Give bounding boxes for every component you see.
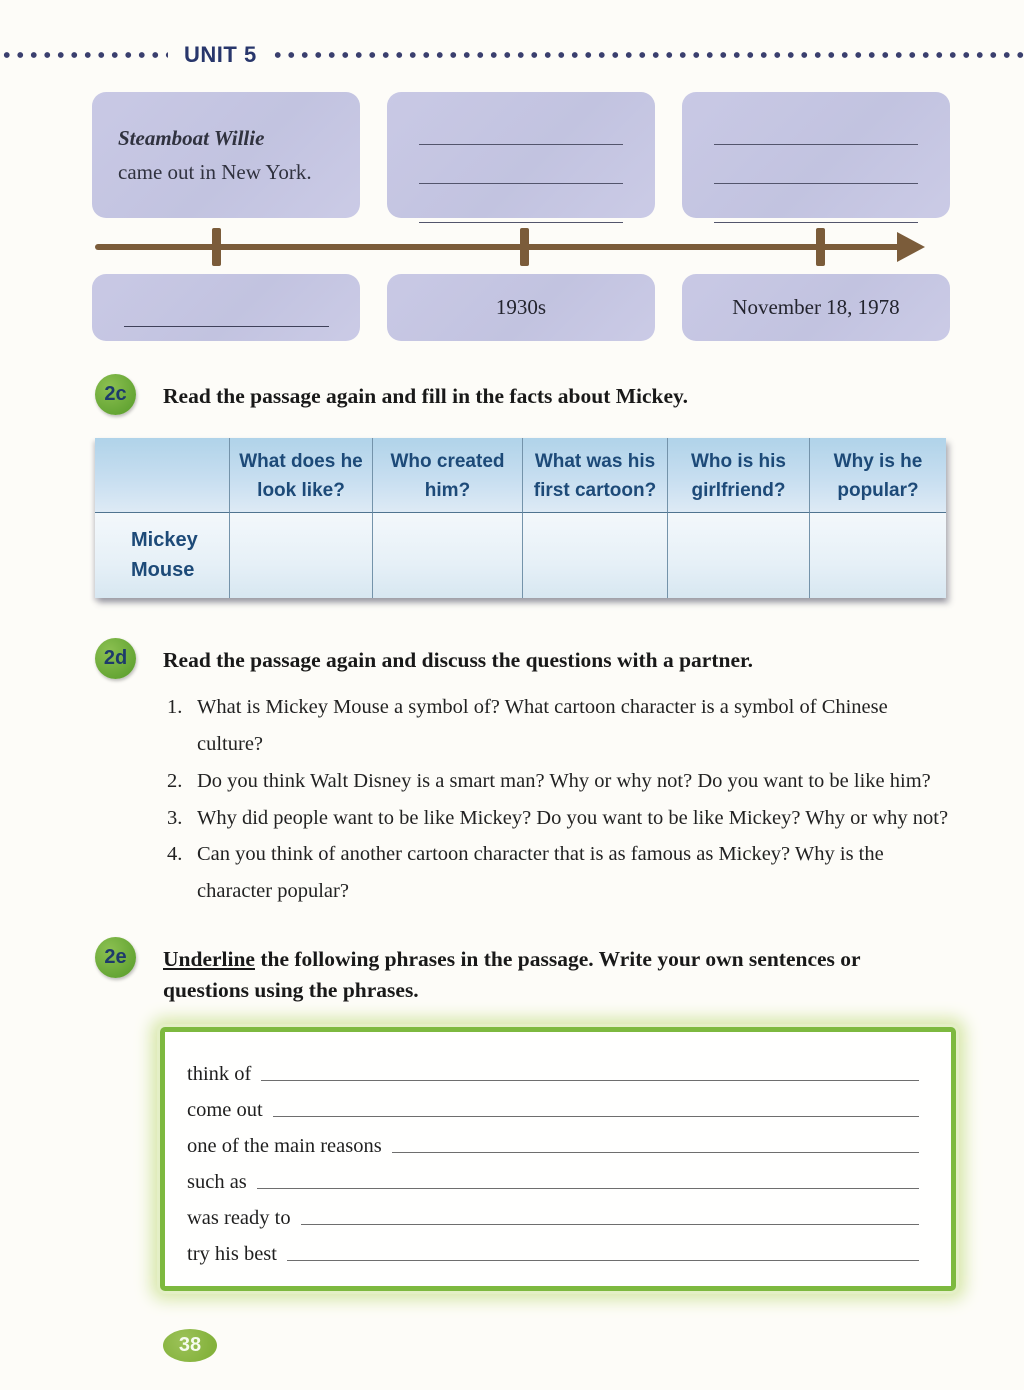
phrase-row [187,1158,923,1194]
unit-header [0,44,1024,66]
blank-line [257,1188,919,1189]
timeline-date-box [682,274,950,341]
section-2d-title: Read the passage again and discuss the questions with a partner. [163,647,753,672]
question-number: 1. [167,695,183,718]
blank-line [261,1080,919,1081]
phrase-row [187,1122,923,1158]
table-header: What does he look like? [230,438,373,513]
timeline-bottom-boxes [92,274,950,341]
section-badge-2c: 2c [95,374,136,415]
question-item [167,836,957,910]
table-header: Who is his girlfriend? [668,438,810,513]
timeline-tick [816,228,825,266]
timeline-tick [520,228,529,266]
question-item [167,800,957,837]
table-cell-empty [810,513,946,598]
blank-line [392,1152,919,1153]
blank-line [301,1224,919,1225]
phrase-label: one of the main reasons [187,1134,382,1157]
blank-line [419,119,623,145]
table-header: What was his first cartoon? [523,438,668,513]
blank-line [714,184,918,223]
question-text: Why did people want to be like Mickey? Do you want to be like Mickey? Why or why not? [197,806,949,829]
table-header-empty [95,438,230,513]
timeline-date-box [387,274,655,341]
section-badge-2d: 2d [95,638,136,679]
date-label: 1930s [495,295,547,319]
section-badge-2e: 2e [95,937,136,978]
date-label: November 18, 1978 [732,295,900,319]
section-2c-title: Read the passage again and fill in the facts about Mickey. [163,384,688,408]
question-number: 3. [167,806,183,829]
section-2c-header [95,374,1024,415]
question-item [167,763,957,800]
timeline-tick [212,228,221,266]
blank-line [124,303,329,327]
table-header: Why is he popular? [810,438,946,513]
phrase-row [187,1086,923,1122]
phrase-label: was ready to [187,1206,291,1229]
question-text: Can you think of another cartoon character that is as famous as Mickey? Why is the character popular? [197,843,884,903]
blank-line [714,119,918,145]
section-2e-header [95,937,1024,1006]
page-number-badge: 38 [163,1329,217,1362]
row-label-text: Mickey Mouse [131,529,198,582]
timeline-arrow [95,226,921,268]
timeline-date-box-blank [92,274,360,341]
timeline-blank-box [387,92,655,218]
discussion-questions [167,689,957,910]
question-number: 4. [167,843,183,866]
blank-line [287,1260,919,1261]
question-item [167,689,957,763]
blank-line [273,1116,919,1117]
blank-line [419,145,623,184]
event-title: Steamboat Willie [118,126,265,150]
title-rest: the following phrases in the passage. Write your own sentences or questions using the phrases. [163,947,861,1003]
phrase-row [187,1194,923,1230]
table-cell-empty [668,513,810,598]
blank-line [714,145,918,184]
phrase-label: think of [187,1062,252,1085]
phrase-row [187,1230,923,1266]
underlined-word: Underline [163,947,255,972]
arrowhead-icon [897,232,925,262]
phrase-label: such as [187,1170,247,1193]
timeline-event-box [92,92,360,218]
table-cell-empty [523,513,668,598]
dotted-line-right [271,51,1024,59]
phrase-label: come out [187,1098,263,1121]
phrase-label: try his best [187,1242,277,1265]
table-cell-empty [373,513,523,598]
blank-line [419,184,623,223]
section-2d-header [95,638,1024,679]
unit-title: UNIT 5 [184,42,257,67]
section-2e-title [163,937,893,1006]
question-text: What is Mickey Mouse a symbol of? What cartoon character is a symbol of Chinese culture? [197,695,888,755]
phrase-row [187,1050,923,1086]
facts-table [95,438,946,598]
phrase-practice-box [160,1027,956,1291]
dotted-line-left [0,51,168,59]
table-row-label [95,513,230,598]
table-cell-empty [230,513,373,598]
question-number: 2. [167,769,183,792]
timeline-blank-box [682,92,950,218]
table-header: Who created him? [373,438,523,513]
timeline-top-boxes [92,92,950,218]
event-text: came out in New York. [118,160,312,184]
question-text: Do you think Walt Disney is a smart man? Why or why not? Do you want to be like him? [197,769,931,792]
